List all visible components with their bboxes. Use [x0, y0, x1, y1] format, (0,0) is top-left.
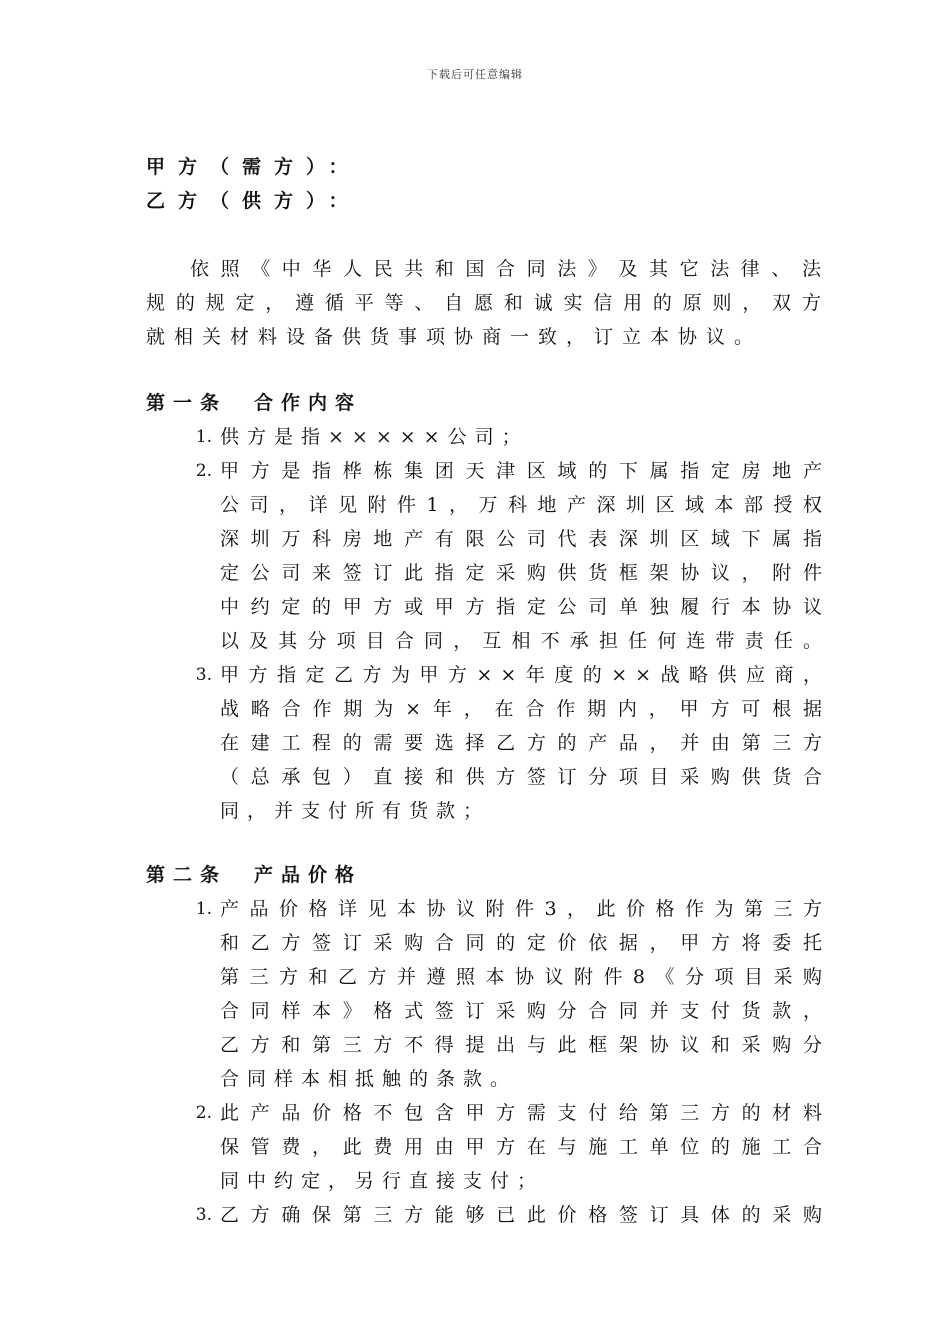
item-line: （总承包）直接和供方签订分项目采购供货合	[220, 766, 830, 788]
preamble-line: 规的规定，遵循平等、自愿和诚实信用的原则，双方	[146, 292, 830, 314]
party-a-label: 甲方（需方）：	[146, 156, 361, 178]
item-line: 保管费，此费用由甲方在与施工单位的施工合	[220, 1136, 830, 1158]
item-line: 在建工程的需要选择乙方的产品，并由第三方	[220, 732, 830, 754]
item-line: 中约定的甲方或甲方指定公司单独履行本协议	[220, 596, 830, 618]
article-2	[146, 858, 830, 1232]
article-1-item-2	[146, 454, 830, 658]
article-1-title: 第一条 合作内容	[146, 392, 363, 414]
article-2-item-1	[146, 892, 830, 1096]
item-line: 公司，详见附件1，万科地产深圳区域本部授权	[220, 494, 830, 516]
preamble-line: 就相关材料设备供货事项协商一致，订立本协议。	[146, 326, 763, 348]
item-line: 深圳万科房地产有限公司代表深圳区域下属指	[220, 528, 830, 550]
item-line: 此产品价格不包含甲方需支付给第三方的材料	[220, 1102, 830, 1124]
item-line: 乙方确保第三方能够已此价格签订具体的采购	[220, 1204, 830, 1226]
item-line: 甲方是指桦栋集团天津区域的下属指定房地产	[220, 460, 830, 482]
article-2-title: 第二条 产品价格	[146, 864, 363, 886]
item-line: 合同样本》格式签订采购分合同并支付货款，	[220, 1000, 830, 1022]
party-b-label: 乙方（供方）：	[146, 190, 361, 212]
item-line: 甲方指定乙方为甲方××年度的××战略供应商，	[220, 664, 830, 686]
item-line: 同，并支付所有货款；	[220, 800, 491, 822]
item-line: 合同样本相抵触的条款。	[220, 1068, 518, 1090]
article-1-item-3	[146, 658, 830, 828]
article-2-item-3	[146, 1198, 830, 1232]
item-number: 1.	[195, 899, 212, 919]
item-line: 战略合作期为×年，在合作期内，甲方可根据	[220, 698, 830, 720]
preamble-line: 依照《中华人民共和国合同法》及其它法律、法	[190, 258, 830, 280]
item-line: 和乙方签订采购合同的定价依据，甲方将委托	[220, 932, 830, 954]
item-line: 以及其分项目合同，互相不承担任何连带责任。	[220, 630, 830, 652]
article-2-item-2	[146, 1096, 830, 1198]
item-number: 3.	[195, 665, 212, 685]
item-number: 3.	[195, 1205, 212, 1225]
item-line: 供方是指×××××公司；	[220, 426, 529, 448]
page-header-note: 下载后可任意编辑	[427, 68, 523, 81]
item-number: 1.	[195, 427, 212, 447]
article-1	[146, 386, 830, 828]
item-line: 乙方和第三方不得提出与此框架协议和采购分	[220, 1034, 830, 1056]
item-line: 第三方和乙方并遵照本协议附件8《分项目采购	[220, 966, 830, 988]
item-number: 2.	[195, 1103, 212, 1123]
article-1-item-1	[146, 420, 830, 454]
preamble	[146, 252, 830, 354]
item-line: 定公司来签订此指定采购供货框架协议，附件	[220, 562, 830, 584]
item-number: 2.	[195, 461, 212, 481]
parties	[146, 150, 830, 218]
item-line: 产品价格详见本协议附件3，此价格作为第三方	[220, 898, 830, 920]
item-line: 同中约定，另行直接支付；	[220, 1170, 545, 1192]
